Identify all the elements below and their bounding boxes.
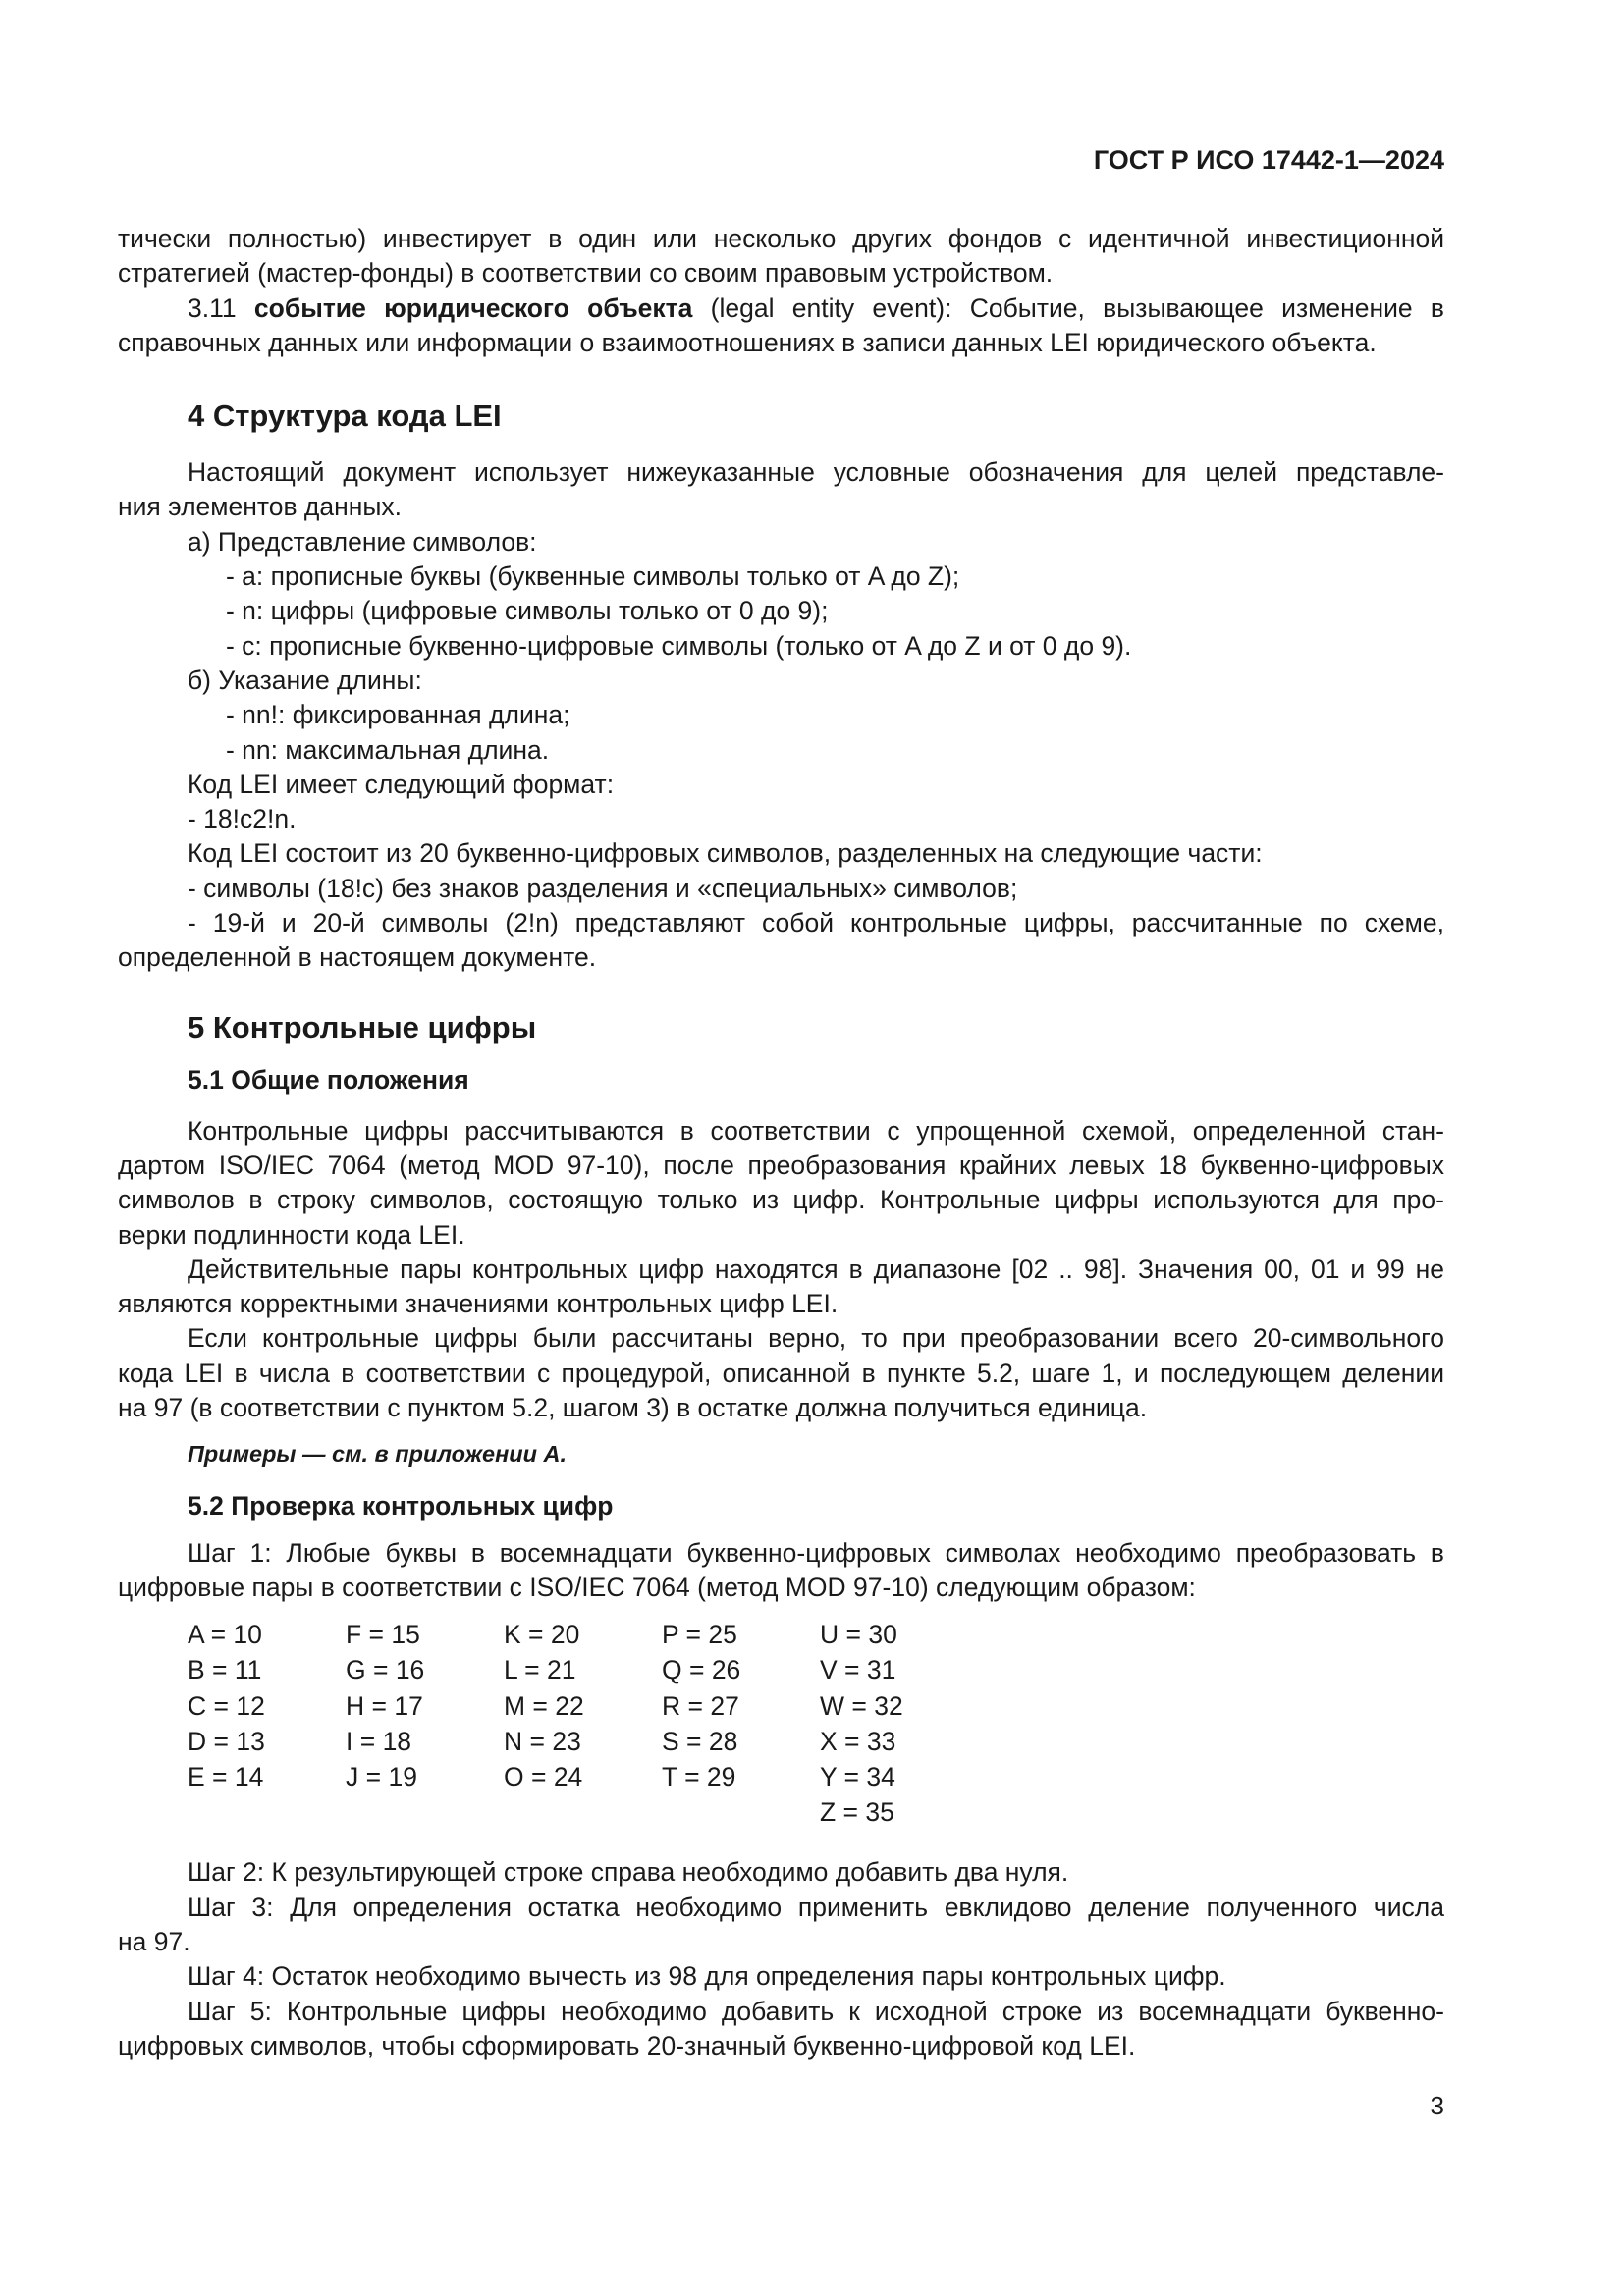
list-a-item: - n: цифры (цифровые символы только от 0 до 9); <box>226 596 829 626</box>
para-5-1-2: Действительные пары контрольных цифр находятся в диапазоне [02 .. 98]. Значения 00, 01 и 99 не <box>188 1254 1444 1284</box>
table-cell: A = 10 <box>188 1620 262 1650</box>
para-5-1-1: верки подлинности кода LEI. <box>118 1219 465 1250</box>
list-a-item: - a: прописные буквы (буквенные символы только от A до Z); <box>226 561 960 592</box>
subsection-5-2-title: 5.2 Проверка контрольных цифр <box>188 1490 614 1521</box>
page-number: 3 <box>1430 2091 1444 2120</box>
parts-label: Код LEI состоит из 20 буквенно-цифровых символов, разделенных на следующие части: <box>188 838 1263 869</box>
table-cell: L = 21 <box>504 1655 576 1685</box>
step-1-line-1: Шаг 1: Любые буквы в восемнадцати буквенно-цифровых символах необходимо преобразовать в <box>188 1537 1444 1568</box>
step-3-line-2: на 97. <box>118 1927 190 1957</box>
table-row <box>188 1794 978 1830</box>
para-5-1-1: Контрольные цифры рассчитываются в соответствии с упрощенной схемой, определенной стан- <box>188 1115 1444 1146</box>
intro-line-1: тически полностью) инвестирует в один или несколько других фондов с идентичной инвестиционной <box>118 224 1444 253</box>
letter-code-table <box>188 1617 978 1830</box>
def-term: событие юридического объекта <box>253 293 693 323</box>
definition-3-11 <box>118 292 1444 326</box>
format-label: Код LEI имеет следующий формат: <box>188 769 615 799</box>
table-row <box>188 1724 978 1759</box>
table-cell: P = 25 <box>662 1620 737 1650</box>
step-5-line-2: цифровых символов, чтобы сформировать 20-значный буквенно-цифровой код LEI. <box>118 2030 1136 2060</box>
table-row <box>188 1617 978 1652</box>
examples-note: Примеры — см. в приложении А. <box>188 1441 568 1468</box>
section-4-title: 4 Структура кода LEI <box>188 399 502 434</box>
table-row <box>188 1688 978 1724</box>
section-4-para-line-1: Настоящий документ использует нижеуказанные условные обозначения для целей представле- <box>188 457 1444 488</box>
table-cell: J = 19 <box>346 1762 417 1792</box>
table-cell <box>346 1794 504 1830</box>
table-cell: R = 27 <box>662 1690 739 1721</box>
table-cell: B = 11 <box>188 1655 262 1685</box>
definition-3-11-cont: справочных данных или информации о взаимоотношениях в записи данных LEI юридического объекта. <box>118 327 1377 357</box>
section-4-para-line-2: ния элементов данных. <box>118 492 403 522</box>
list-a-label: а) Представление символов: <box>188 526 537 557</box>
table-cell <box>504 1794 662 1830</box>
list-b-item: - nn: максимальная длина. <box>226 734 550 765</box>
step-1-line-2: цифровые пары в соответствии с ISO/IEC 7064 (метод MOD 97-10) следующим образом: <box>118 1572 1196 1602</box>
table-cell: V = 31 <box>820 1655 896 1685</box>
table-cell <box>188 1794 346 1830</box>
part-1: - символы (18!c) без знаков разделения и «специальных» символов; <box>188 873 1018 903</box>
table-cell: N = 23 <box>504 1726 581 1756</box>
table-cell: D = 13 <box>188 1726 265 1756</box>
table-cell: H = 17 <box>346 1690 423 1721</box>
table-cell: O = 24 <box>504 1762 583 1792</box>
format-value: - 18!c2!n. <box>188 804 297 834</box>
table-cell: E = 14 <box>188 1762 264 1792</box>
part-2-line-2: определенной в настоящем документе. <box>118 942 597 973</box>
def-text-1: (legal entity event): Событие, вызывающее изменение в <box>692 293 1444 323</box>
table-cell: M = 22 <box>504 1690 584 1721</box>
para-5-1-1: символов в строку символов, состоящую только из цифр. Контрольные цифры используются для про- <box>118 1185 1444 1215</box>
para-5-1-3: кода LEI в числа в соответствии с процедурой, описанной в пункте 5.2, шаге 1, и последующем делении <box>118 1358 1444 1388</box>
para-5-1-3: Если контрольные цифры были рассчитаны верно, то при преобразовании всего 20-символьного <box>188 1323 1444 1354</box>
table-cell: X = 33 <box>820 1726 896 1756</box>
step-3-line-1: Шаг 3: Для определения остатка необходимо применить евклидово деление полученного числа <box>188 1892 1444 1922</box>
para-5-1-2: являются корректными значениями контрольных цифр LEI. <box>118 1289 839 1319</box>
table-cell: T = 29 <box>662 1762 736 1792</box>
list-b-item: - nn!: фиксированная длина; <box>226 700 570 730</box>
intro-line-2: стратегией (мастер-фонды) в соответствии со своим правовым устройством. <box>118 258 1054 289</box>
table-cell: Q = 26 <box>662 1655 741 1685</box>
table-cell: U = 30 <box>820 1620 897 1650</box>
def-number: 3.11 <box>188 293 254 323</box>
document-header: ГОСТ Р ИСО 17442-1—2024 <box>1093 145 1444 175</box>
table-cell: S = 28 <box>662 1726 738 1756</box>
step-2: Шаг 2: К результирующей строке справа необходимо добавить два нуля. <box>188 1857 1069 1888</box>
list-a-item: - c: прописные буквенно-цифровые символы (только от A до Z и от 0 до 9). <box>226 630 1132 661</box>
table-cell: W = 32 <box>820 1690 903 1721</box>
table-cell: G = 16 <box>346 1655 425 1685</box>
section-5-title: 5 Контрольные цифры <box>188 1009 537 1044</box>
part-2-line-1: - 19-й и 20-й символы (2!n) представляют собой контрольные цифры, рассчитанные по схеме, <box>188 908 1444 938</box>
table-cell: I = 18 <box>346 1726 412 1756</box>
para-5-1-1: дартом ISO/IEC 7064 (метод MOD 97-10), после преобразования крайних левых 18 буквенно-цифровых <box>118 1149 1444 1180</box>
subsection-5-1-title: 5.1 Общие положения <box>188 1064 469 1095</box>
page-content <box>118 222 1444 2063</box>
step-5-line-1: Шаг 5: Контрольные цифры необходимо добавить к исходной строке из восемнадцати буквенно- <box>188 1996 1444 2026</box>
table-cell: Y = 34 <box>820 1762 895 1792</box>
para-5-1-3: на 97 (в соответствии с пунктом 5.2, шагом 3) в остатке должна получиться единица. <box>118 1393 1148 1423</box>
step-4: Шаг 4: Остаток необходимо вычесть из 98 для определения пары контрольных цифр. <box>188 1961 1226 1992</box>
table-row <box>188 1652 978 1687</box>
table-cell: Z = 35 <box>820 1797 894 1828</box>
table-cell: F = 15 <box>346 1620 420 1650</box>
list-b-label: б) Указание длины: <box>188 665 422 695</box>
table-cell: C = 12 <box>188 1690 265 1721</box>
table-cell: K = 20 <box>504 1620 580 1650</box>
table-row <box>188 1759 978 1794</box>
table-cell <box>662 1794 820 1830</box>
